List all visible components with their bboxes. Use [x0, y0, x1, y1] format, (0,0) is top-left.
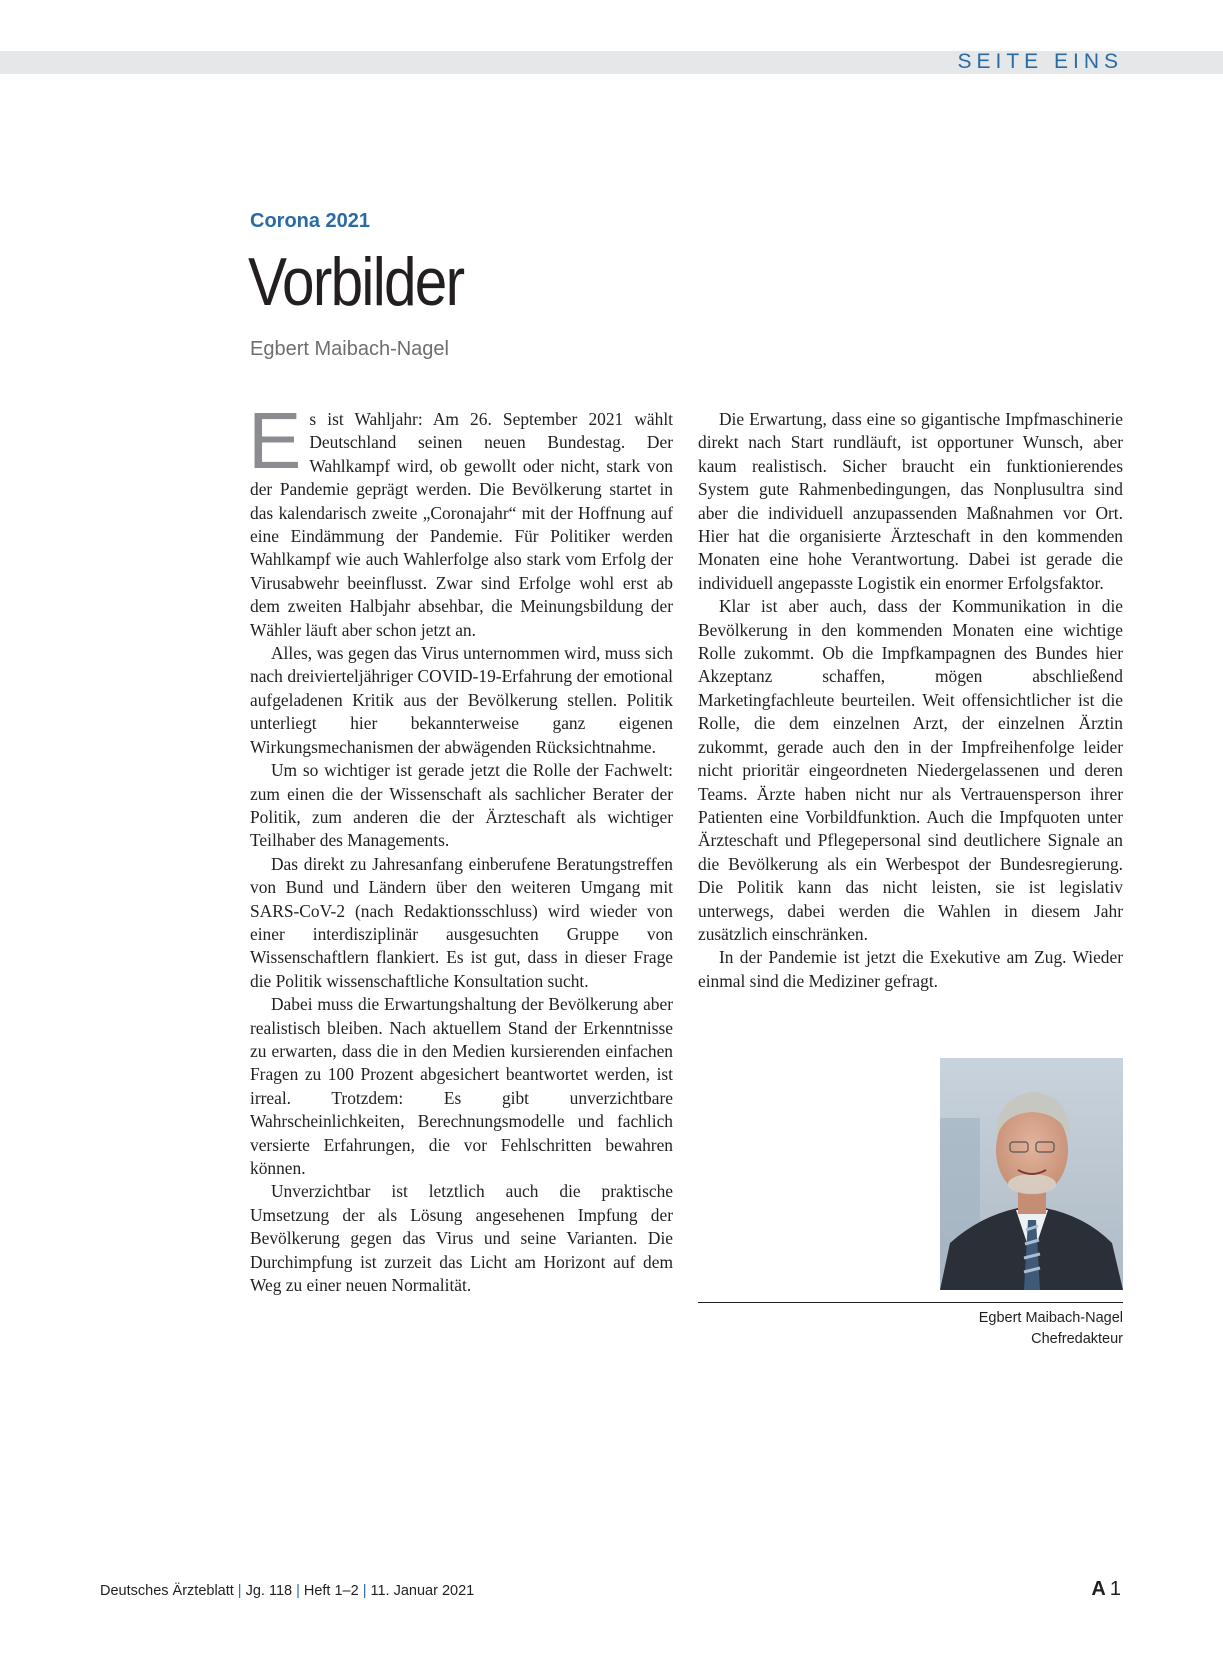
paragraph: Alles, was gegen das Virus unternommen wird, muss sich nach dreivierteljähriger COVID-19-Erfahrung der emotional aufgeladenen Kritik aus der Bevölkerung stellen. Politik unterliegt hier bekannterweise ganz eigenen Wirkungsmechanismen der abwägenden Rücksichtnahme.	[250, 643, 673, 757]
author-portrait-photo	[940, 1058, 1123, 1290]
article-kicker: Corona 2021	[250, 210, 371, 232]
article-title: Vorbilder	[248, 244, 464, 320]
portrait-image	[940, 1058, 1123, 1290]
photo-caption	[979, 1308, 1123, 1350]
footer-journal: Deutsches Ärzteblatt	[100, 1583, 234, 1599]
paragraph: In der Pandemie ist jetzt die Exekutive am Zug. Wieder einmal sind die Mediziner gefragt.	[698, 947, 1123, 991]
caption-name: Egbert Maibach-Nagel	[978, 1310, 1123, 1326]
section-label: SEITE EINS	[957, 50, 1123, 73]
paragraph: Um so wichtiger ist gerade jetzt die Rolle der Fachwelt: zum einen die der Wissenschaft als sachlicher Berater der Politik, zum anderen die der Ärzteschaft als wichtiger Teilhaber des Managements.	[250, 760, 673, 851]
paragraph: Klar ist aber auch, dass der Kommunikation in die Bevölkerung in den kommenden Monaten eine wichtige Rolle zukommt. Ob die Impfkampagnen des Bundes hier Akzeptanz schaffen, mögen abschließend Marketingfachleute beurteilen. Weit offensichtlicher ist die Rolle, die dem einzelnen Arzt, der einzelnen Ärztin zukommt, gerade auch den in der Impfreihenfolge leider nicht prioritär eingeordneten Niedergelassenen und deren Teams. Ärzte haben nicht nur als Vertrauensperson ihrer Patienten eine Vorbildfunktion. Auch die Impfquoten unter Ärzteschaft und Pflegepersonal sind deutlichere Signale an die Bevölkerung als ein Werbespot der Bundesregierung. Die Politik kann das nicht leisten, sie ist legislativ unterwegs, dabei werden die Wahlen in diesem Jahr zusätzlich einschränken.	[698, 596, 1123, 944]
footer-separator: |	[296, 1583, 300, 1599]
caption-divider	[698, 1302, 1123, 1303]
article-column-right	[698, 408, 1123, 993]
footer-separator: |	[362, 1583, 367, 1599]
footer-volume: Jg. 118	[245, 1583, 293, 1599]
paragraph: Es ist Wahljahr: Am 26. September 2021 wählt Deutschland seinen neuen Bundestag. Der Wahlkampf wird, ob gewollt oder nicht, stark von der Pandemie geprägt werden. Die Bevölkerung startet in das kalendarisch zweite „Coronajahr“ mit der Hoffnung auf eine Eindämmung der Pandemie. Für Politiker werden Wahlkampf wie auch Wahlerfolge also stark vom Erfolg der Virusabwehr beeinflusst. Zwar sind Erfolge wohl erst ab dem zweiten Halbjahr absehbar, die Meinungsbildung der Wähler läuft aber schon jetzt an.	[248, 396, 673, 640]
paragraph: Die Erwartung, dass eine so gigantische Impfmaschinerie direkt nach Start rundläuft, ist opportuner Wunsch, aber kaum realistisch. Sicher braucht ein funktionierendes System gute Rahmenbedingungen, das Nonplusultra sind aber die individuell anzupassenden Maßnahmen vor Ort. Hier hat die organisierte Ärzteschaft in den kommenden Monaten eine hohe Verantwortung. Dabei ist gerade die individuell angepasste Logistik ein enormer Erfolgsfaktor.	[698, 409, 1123, 593]
caption-role: Chefredakteur	[1031, 1331, 1123, 1347]
article-author: Egbert Maibach-Nagel	[250, 338, 449, 360]
paragraph: Das direkt zu Jahresanfang einberufene Beratungstreffen von Bund und Ländern über den weiteren Umgang mit SARS-CoV-2 (nach Redaktionsschluss) wird wieder von einer interdisziplinär ausgesuchten Gruppe von Wissenschaftlern flankiert. Es ist gut, dass in dieser Frage die Politik wissenschaftliche Konsultation sucht.	[250, 853, 673, 991]
paragraph: Dabei muss die Erwartungshaltung der Bevölkerung aber realistisch bleiben. Nach aktuellem Stand der Erkenntnisse zu erwarten, dass die in den Medien kursierenden einfachen Fragen zu 100 Prozent abgesichert beantwortet werden, ist irreal. Trotzdem: Es gibt unverzichtbare Wahrscheinlichkeiten, Berechnungsmodelle und fachlich versierte Erfahrungen, die vor Fehlschritten bewahren können.	[250, 994, 673, 1178]
footer-separator: |	[237, 1583, 242, 1599]
paragraph: Unverzichtbar ist letztlich auch die praktische Umsetzung der als Lösung angesehenen Impfung der Bevölkerung gegen das Virus und seine Varianten. Die Durchimpfung ist zurzeit das Licht am Horizont auf dem Weg zu einer neuen Normalität.	[250, 1181, 673, 1296]
page-number	[1091, 1578, 1121, 1601]
page-footer	[100, 1583, 474, 1599]
drop-cap: E	[248, 396, 302, 485]
page-number-value: 1	[1109, 1578, 1121, 1600]
footer-date: 11. Januar 2021	[370, 1583, 475, 1599]
footer-issue: Heft 1–2	[303, 1583, 359, 1599]
article-column-left	[248, 396, 673, 1297]
page-prefix: A	[1091, 1578, 1106, 1600]
